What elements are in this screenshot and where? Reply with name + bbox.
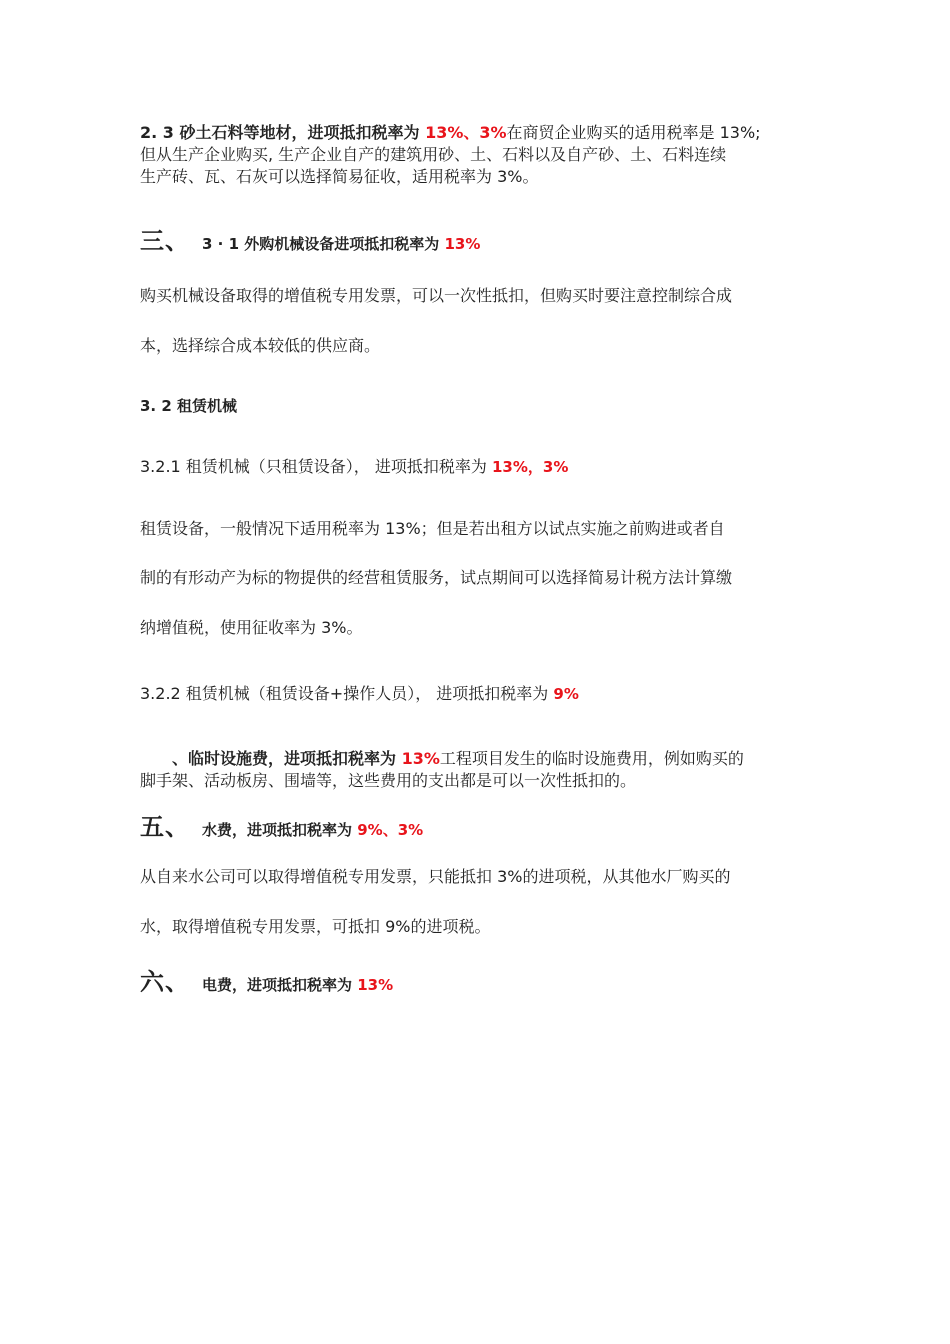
section-3-1-title: 3 · 1 外购机械设备进项抵扣税率为 — [202, 235, 445, 253]
section-2-3-title: 2. 3 砂土石料等地材，进项抵扣税率为 — [140, 123, 426, 142]
section-5-heading — [140, 812, 810, 845]
section-4-text-1: 工程项目发生的临时设施费用，例如购买的 — [439, 749, 744, 768]
section-5-numeral: 五、 — [140, 813, 190, 841]
section-4-text-2: 脚手架、活动板房、围墙等，这些费用的支出都是可以一次性抵扣的。 — [140, 771, 637, 790]
section-6-heading — [140, 967, 810, 1000]
section-6-rate: 13% — [357, 976, 394, 994]
section-6-numeral: 六、 — [140, 968, 190, 996]
section-3-2-1-paragraph-line-3: 纳增值税，使用征收率为 3%。 — [140, 618, 363, 637]
section-3-2-2-rate: 9% — [553, 685, 579, 703]
section-2-3-rate: 13%、3% — [425, 123, 507, 142]
section-3-numeral: 三、 — [140, 227, 190, 255]
section-5-title: 水费，进项抵扣税率为 — [202, 821, 358, 839]
section-3-2-1-rate: 13%，3% — [491, 458, 569, 476]
section-3-heading — [140, 226, 810, 259]
section-4-title: 、临时设施费，进项抵扣税率为 — [172, 749, 402, 768]
section-2-3 — [140, 122, 810, 188]
section-5-paragraph-line-2: 水，取得增值税专用发票，可抵扣 9%的进项税。 — [140, 917, 491, 936]
section-2-3-text-3: 生产砖、瓦、石灰可以选择简易征收，适用税率为 3%。 — [140, 167, 539, 186]
section-3-1-rate: 13% — [444, 235, 481, 253]
section-3-2-1-heading — [140, 456, 810, 478]
section-3-1-paragraph-line-2: 本，选择综合成本较低的供应商。 — [140, 336, 381, 355]
section-2-3-text-1: 在商贸企业购买的适用税率是 13%; — [506, 123, 761, 142]
section-2-3-text-2: 但从生产企业购买, 生产企业自产的建筑用砂、土、石料以及自产砂、土、石料连续 — [140, 145, 727, 164]
section-3-2-2-heading — [140, 683, 810, 705]
section-3-2-1-paragraph-line-2: 制的有形动产为标的物提供的经营租赁服务，试点期间可以选择简易计税方法计算缴 — [140, 568, 733, 587]
section-3-1-paragraph-line-1: 购买机械设备取得的增值税专用发票，可以一次性抵扣，但购买时要注意控制综合成 — [140, 286, 733, 305]
section-3-2-1-title: 3.2.1 租赁机械（只租赁设备）， 进项抵扣税率为 — [140, 457, 492, 476]
section-4 — [140, 748, 810, 792]
section-6-title: 电费，进项抵扣税率为 — [202, 976, 358, 994]
section-3-2-title: 3. 2 租赁机械 — [140, 397, 238, 415]
section-5-rate: 9%、3% — [357, 821, 424, 839]
section-3-2-1-paragraph-line-1: 租赁设备，一般情况下适用税率为 13%；但是若出租方以试点实施之前购进或者自 — [140, 519, 725, 538]
section-3-2-2-title: 3.2.2 租赁机械（租赁设备+操作人员）， 进项抵扣税率为 — [140, 684, 554, 703]
section-5-paragraph-line-1: 从自来水公司可以取得增值税专用发票，只能抵扣 3%的进项税，从其他水厂购买的 — [140, 867, 731, 886]
section-4-rate: 13% — [401, 749, 440, 768]
